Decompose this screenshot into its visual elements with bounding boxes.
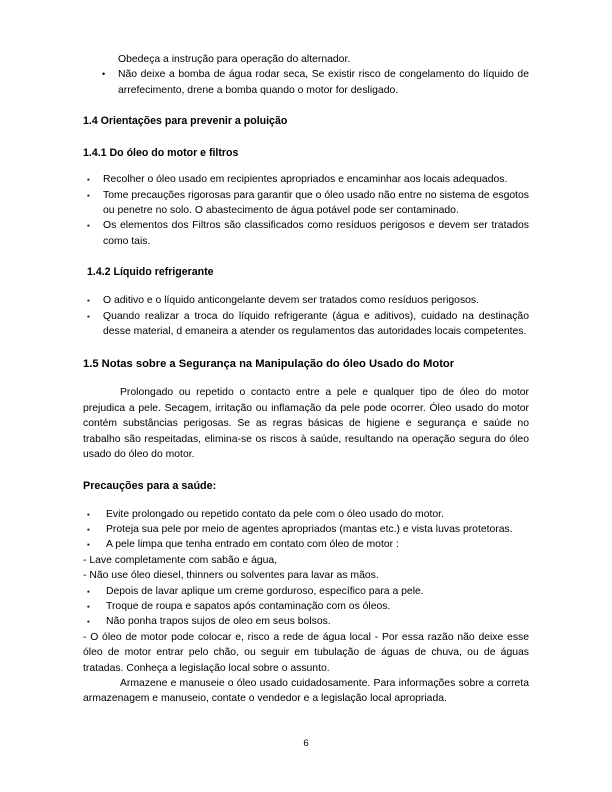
spacer [83,493,529,507]
spacer [83,279,529,293]
spacer [83,98,529,114]
list-item [83,522,529,537]
precautions-bullet-list-1 [83,507,529,553]
bullet-marker: ▪ [87,617,90,627]
list-item [83,309,529,340]
bullet-marker: ▪ [87,175,90,185]
precautions-bullet-list-2 [83,584,529,630]
intro-bullet-list [83,52,529,98]
list-item-text: Recolher o óleo usado em recipientes apropriados e encaminhar aos locais adequados. [103,174,508,186]
precautions-dash-line-2: - Não use óleo diesel, thinners ou solventes para lavar as mãos. [83,570,379,582]
section-1-5-paragraph: Prolongado ou repetido o contacto entre a pele e qualquer tipo de óleo do motor prejudica a pele. Secagem, irritação ou inflamação da pele pode ocorrer. Óleo usado do motor contém substâncias perigosas. Se as regras básicas de higiene e segurança e saúde no trabalho são respeitadas, elimina-se os riscos à saúde, resultando na operação segura do óleo usado do óleo do motor. [83,387,529,461]
list-item-text: Tome precauções rigorosas para garantir que o óleo usado não entre no sistema de esgotos ou penetre no solo. O abastecimento de água potável pode ser contaminado. [103,189,529,217]
list-item [83,614,529,629]
section-1-4-1-bullet-list [83,172,529,249]
section-heading-1-5: 1.5 Notas sobre a Segurança na Manipulação do óleo Usado do Motor [83,358,455,371]
section-heading-1-4-2: 1.4.2 Líquido refrigerante [87,266,214,279]
bullet-marker: ▪ [87,221,90,231]
list-item-text: Os elementos dos Filtros são classificados como resíduos perigosos e devem ser tratados como tais. [103,220,529,247]
bullet-marker: ▪ [87,296,90,306]
bullet-marker: ▪ [87,190,90,200]
list-item [83,67,529,98]
section-heading-1-4-1: 1.4.1 Do óleo do motor e filtros [83,147,239,160]
list-item-text: Obedeça a instrução para operação do alternador. [118,54,351,65]
list-item [83,172,529,187]
list-item-text: O aditivo e o líquido anticongelante devem ser tratados como resíduos perigosos. [103,295,480,307]
spacer [83,160,529,172]
bullet-marker: • [102,69,106,80]
list-item [83,537,529,552]
list-item-text: Troque de roupa e sapatos após contaminação com os óleos. [106,600,391,612]
list-item [83,599,529,614]
list-item [83,188,529,219]
bullet-marker: ▪ [87,540,90,550]
page-number: 6 [303,738,309,749]
page-content [83,52,529,707]
section-1-4-2-bullet-list [83,293,529,339]
precautions-final-paragraph: Armazene e manuseie o óleo usado cuidadosamente. Para informações sobre a correta armazenagem e manuseio, contate o vendedor e a legislação local apropriada. [83,677,529,705]
list-item [83,52,529,67]
spacer [83,249,529,265]
list-item-text: Não deixe a bomba de água rodar seca, Se existir risco de congelamento do líquido de arrefecimento, drene a bomba quando o motor for desligado. [118,69,529,96]
list-item-text: Proteja sua pele por meio de agentes apropriados (mantas etc.) e vista luvas protetoras. [106,523,513,535]
precautions-dash-line-1: - Lave completamente com sabão e água, [83,554,278,566]
spacer [83,463,529,479]
bullet-marker: ▪ [87,524,90,534]
list-item [83,584,529,599]
bullet-marker: ▪ [87,586,90,596]
spacer [83,339,529,357]
list-item-text: Evite prolongado ou repetido contato da pele com o óleo usado do motor. [106,508,444,520]
list-item-text: Depois de lavar aplique um creme gorduroso, específico para a pele. [106,585,424,597]
spacer [83,371,529,385]
bullet-marker: ▪ [87,601,90,611]
list-item-text: Não ponha trapos sujos de oleo em seus bolsos. [106,616,331,628]
bullet-marker: ▪ [87,311,90,321]
spacer [83,128,529,146]
list-item [83,218,529,249]
list-item-text: A pele limpa que tenha entrado em contato com óleo de motor : [106,539,399,551]
bullet-marker: ▪ [87,509,90,519]
list-item [83,293,529,308]
precautions-closing-paragraph: - O óleo de motor pode colocar e, risco a rede de água local - Por essa razão não deixe esse óleo de motor entrar pelo chão, ou seguir em tubulação de águas de chuva, ou de águas tratadas. Conheça a legislação local sobre o assunto. [83,631,529,674]
list-item-text: Quando realizar a troca do líquido refrigerante (água e aditivos), cuidado na destinação desse material, d emaneira a atender os regulamentos das autoridades locais competentes. [103,310,529,338]
precautions-heading: Precauções para a saúde: [83,479,217,492]
section-heading-1-4: 1.4 Orientações para prevenir a poluição [83,115,288,128]
list-item [83,507,529,522]
